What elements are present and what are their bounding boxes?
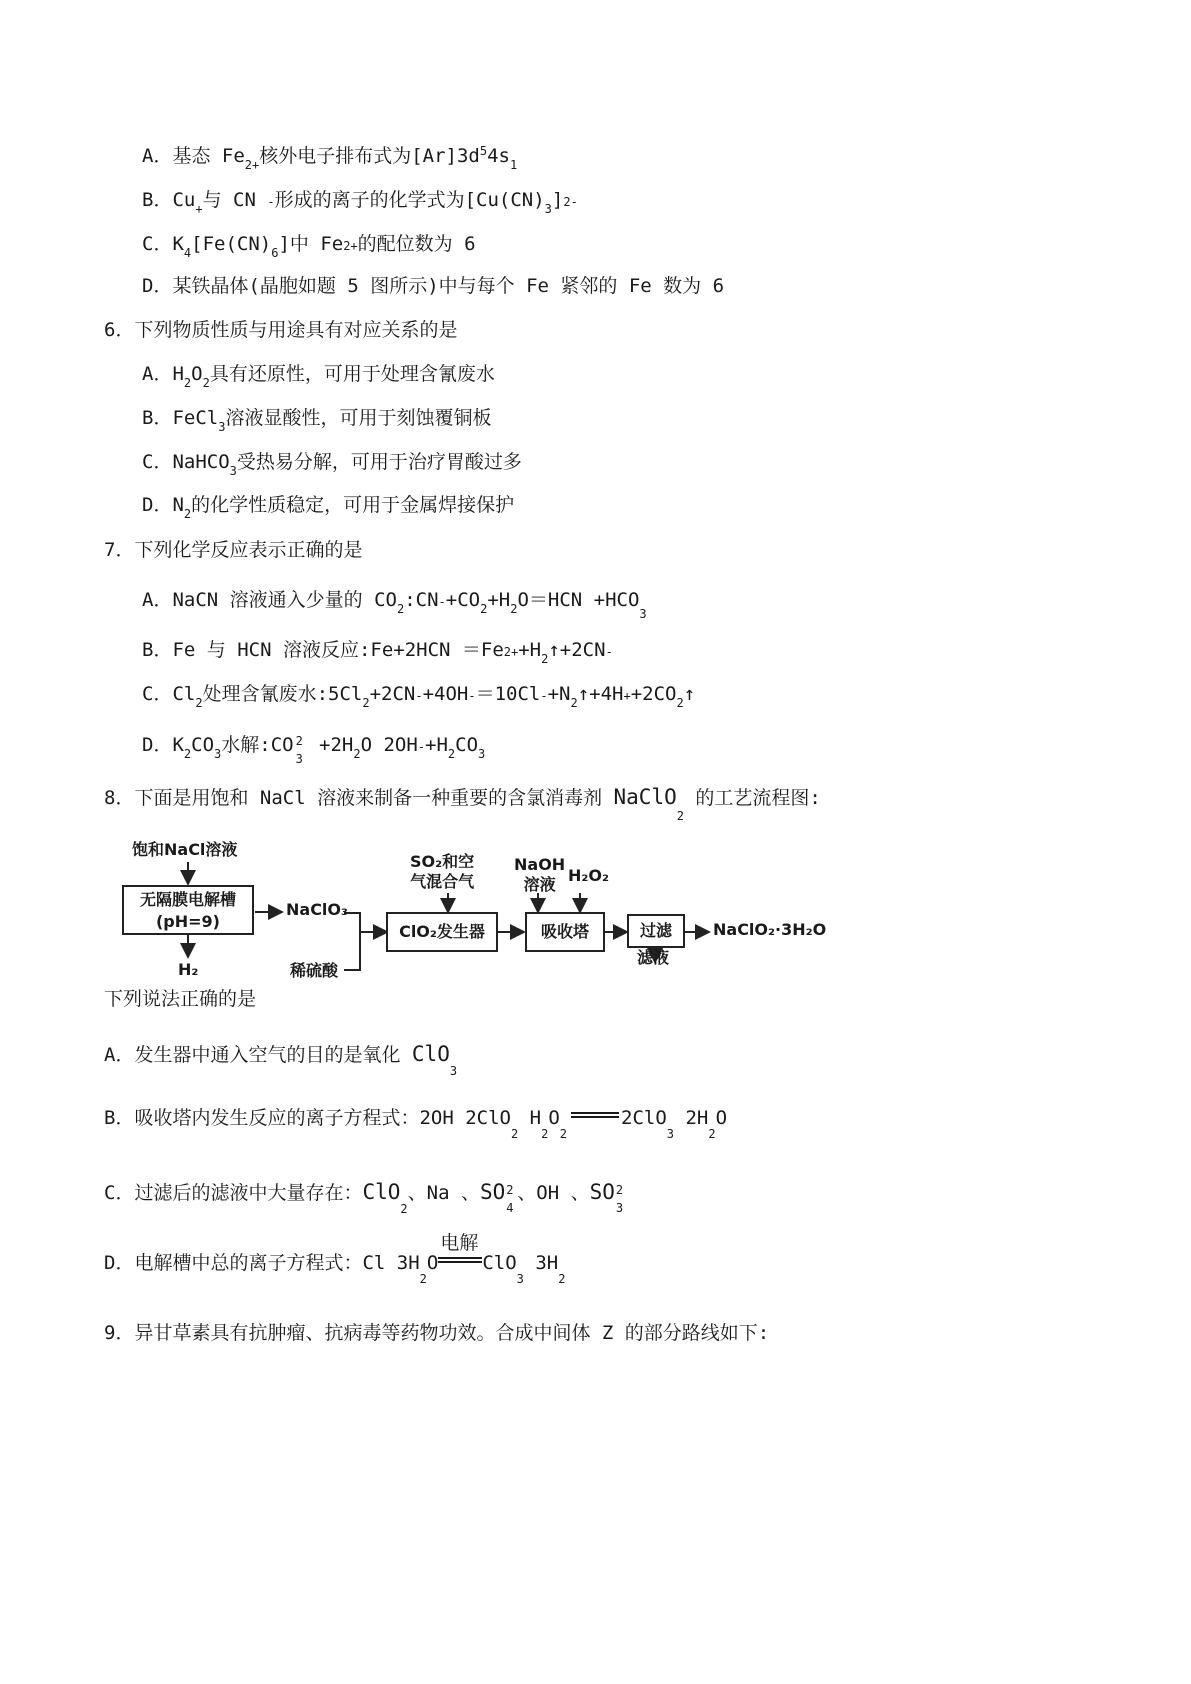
electrolysis-condition: 电解 <box>440 1232 479 1254</box>
flow-product: NaClO₂·3H₂O <box>713 920 827 939</box>
flow-naoh-input: NaOH 溶液 <box>514 855 566 894</box>
arrow-acid <box>344 932 360 970</box>
q5-option-a: A．基态 $Fe_{2+}$核外电子排布式为$[Ar]3d^54s_1$ <box>142 144 518 172</box>
flow-h2-output: H₂ <box>178 960 199 979</box>
flow-input-brine: 饱和NaCl溶液 <box>132 840 238 859</box>
q6-option-d: D．$N_2$的化学性质稳定，可用于金属焊接保护 <box>142 494 515 521</box>
flow-box-clo2-generator: ClO₂发生器 <box>386 912 498 952</box>
q7-option-c: C．$Cl_2$处理含氰废水$:5Cl_2+2CN-+4OH-=10Cl-+N_2↑+4H++2CO_2↑$ <box>142 683 696 710</box>
flow-filtrate: 滤液 <box>637 948 670 967</box>
flow-so2-air-input: SO₂和空 气混合气 <box>410 852 475 891</box>
q6-option-b: B．FeCl$_3$溶液显酸性，可用于刻蚀覆铜板 <box>142 407 492 434</box>
q7-option-a: A．NaCN 溶液通入少量的 $CO_2:CN-+CO_2+H_2O=HCN +HCO_3$ <box>142 589 647 621</box>
q5-option-b: B．$Cu_+$与 CN -形成的离子的化学式为$[Cu(CN)_3]2-$ <box>142 189 578 216</box>
flow-h2o2-input: H₂O₂ <box>568 866 610 885</box>
q8-option-c: C．过滤后的滤液中大量存在：ClO$_2$、Na 、SO 2 4 、OH 、SO 2 3 <box>104 1180 624 1216</box>
q6-stem: 6．下列物质性质与用途具有对应关系的是 <box>104 319 458 341</box>
q8-ask: 下列说法正确的是 <box>104 988 257 1010</box>
q8-option-a: A．发生器中通入空气的目的是氧化 ClO$_3$ <box>104 1042 458 1078</box>
q8-stem: 8．下面是用饱和 NaCl 溶液来制备一种重要的含氯消毒剂 NaClO$_2$ 的工艺流程图: <box>104 785 821 823</box>
q5-option-c: C．$K_4[Fe(CN)_6]$中 Fe2+的配位数为 6 <box>142 233 476 260</box>
flow-dilute-sulfuric-acid: 稀硫酸 <box>290 961 339 980</box>
q7-stem: 7．下列化学反应表示正确的是 <box>104 539 363 561</box>
q5-option-d: D．某铁晶体(晶胞如题 5 图所示)中与每个 Fe 紧邻的 Fe 数为 6 <box>142 275 725 297</box>
q6-option-a: A．$H_2O_2$具有还原性，可用于处理含氰废水 <box>142 363 495 390</box>
q8-option-d: D．电解槽中总的离子方程式：Cl $3H_2O$ 电解 ClO$_3$ $3H_2$ <box>104 1249 565 1279</box>
flow-box-absorption-tower: 吸收塔 <box>525 912 605 952</box>
arrow-naclo3 <box>344 913 385 932</box>
q9-stem: 9．异甘草素具有抗肿瘤、抗病毒等药物功效。合成中间体 Z 的部分路线如下: <box>104 1322 770 1344</box>
flow-box-filter: 过滤 <box>627 914 685 948</box>
flow-naclo3: NaClO₃ <box>286 900 349 919</box>
q6-option-c: C．NaHCO$_3$受热易分解，可用于治疗胃酸过多 <box>142 451 522 478</box>
q7-option-b: B．Fe 与 HCN 溶液反应:Fe+2HCN $=Fe2++H_2↑+2CN-$ <box>142 639 613 666</box>
q8-option-b: B．吸收塔内发生反应的离子方程式：2OH 2ClO$_2$ $H_2O_2$ 2ClO$_3$ $2H_2O$ <box>104 1107 728 1141</box>
q7-option-d: D．$K_2CO_3$水解:CO 2 3 $+2H_2O$ $2OH-+H_2CO_3$ <box>142 734 486 766</box>
flow-box-electrolysis-cell: 无隔膜电解槽 (pH=9) <box>122 885 254 935</box>
